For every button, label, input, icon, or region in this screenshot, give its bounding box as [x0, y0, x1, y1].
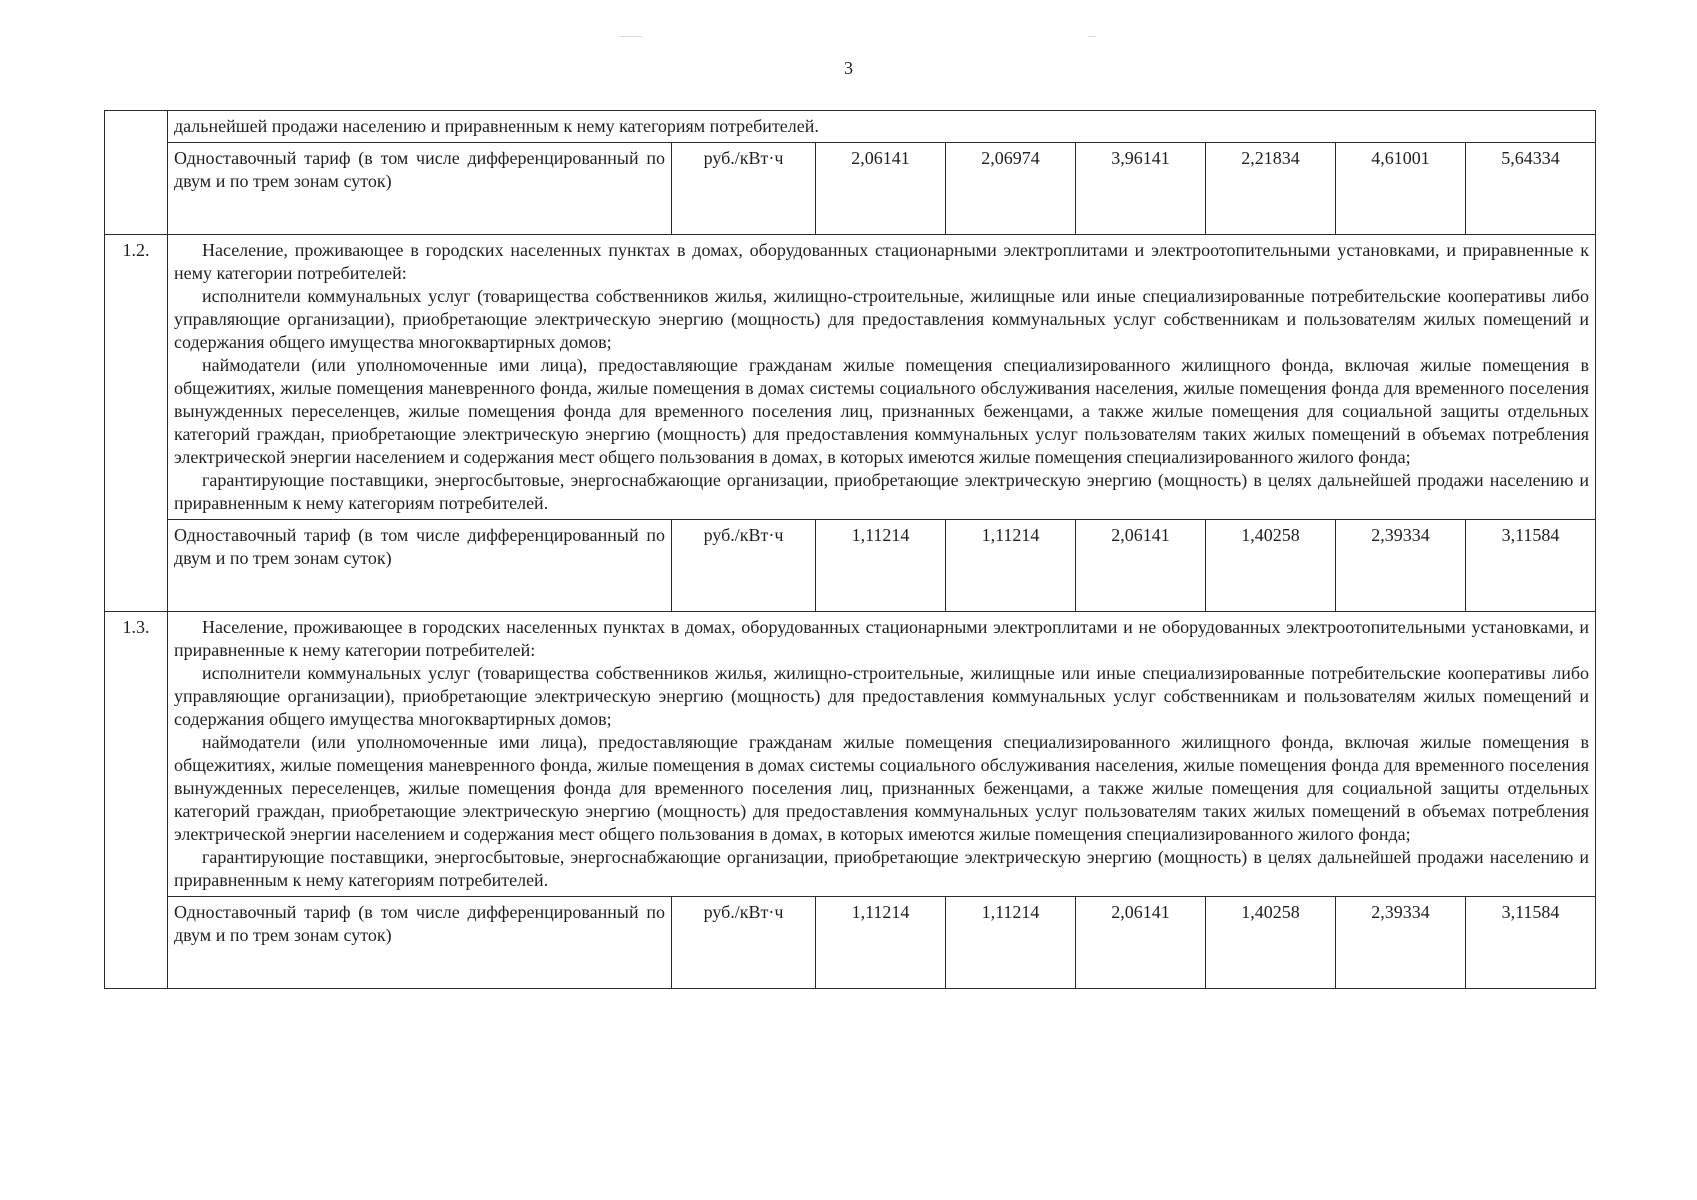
scan-artifact [1088, 36, 1096, 37]
table-row [105, 111, 1596, 143]
row-number-cell [105, 111, 168, 235]
description-paragraph: Население, проживающее в городских населенных пунктах в домах, оборудованных стационарными электроплитами и не оборудованных электроотопительными установками, и приравненные к нему категории потребителей: [174, 617, 1590, 660]
value-cell: 2,06141 [1076, 897, 1206, 989]
description-paragraph: гарантирующие поставщики, энергосбытовые, энергоснабжающие организации, приобретающие электрическую энергию (мощность) в целях дальнейшей продажи населению и приравненным к нему категориям потребителей. [174, 470, 1590, 513]
table-row [105, 612, 1596, 897]
row-description [168, 612, 1596, 897]
description-paragraph: исполнители коммунальных услуг (товарищества собственников жилья, жилищно-строительные, жилищные или иные специализированные потребительские кооперативы либо управляющие организации), приобретающие электрическую энергию (мощность) для предоставления коммунальных услуг собственникам и пользователям жилых помещений и содержания общего имущества многоквартирных домов; [174, 286, 1590, 352]
tariff-name: Одноставочный тариф (в том числе дифференцированный по двум и по трем зонам суток) [168, 897, 672, 989]
row-description [168, 111, 1596, 143]
value-cell: 2,06141 [1076, 520, 1206, 612]
table-row [105, 143, 1596, 235]
row-description [168, 235, 1596, 520]
value-cell: 3,11584 [1466, 520, 1596, 612]
value-cell: 2,39334 [1336, 897, 1466, 989]
row-number: 1.3. [105, 612, 168, 989]
value-cell: 4,61001 [1336, 143, 1466, 235]
value-cell: 1,40258 [1206, 520, 1336, 612]
value-cell: 3,96141 [1076, 143, 1206, 235]
description-paragraph: гарантирующие поставщики, энергосбытовые, энергоснабжающие организации, приобретающие электрическую энергию (мощность) в целях дальнейшей продажи населению и приравненным к нему категориям потребителей. [174, 847, 1590, 890]
description-paragraph: исполнители коммунальных услуг (товарищества собственников жилья, жилищно-строительные, жилищные или иные специализированные потребительские кооперативы либо управляющие организации), приобретающие электрическую энергию (мощность) для предоставления коммунальных услуг собственникам и пользователям жилых помещений и содержания общего имущества многоквартирных домов; [174, 663, 1590, 729]
value-cell: 1,11214 [816, 520, 946, 612]
table-row [105, 897, 1596, 989]
tariff-name: Одноставочный тариф (в том числе дифференцированный по двум и по трем зонам суток) [168, 520, 672, 612]
table-row [105, 235, 1596, 520]
tariff-table [104, 110, 1596, 989]
scan-artifact [620, 36, 642, 37]
table-row [105, 520, 1596, 612]
description-paragraph: дальнейшей продажи населению и приравненным к нему категориям потребителей. [174, 116, 819, 136]
page-number: 3 [844, 58, 853, 78]
value-cell: 3,11584 [1466, 897, 1596, 989]
value-cell: 2,21834 [1206, 143, 1336, 235]
value-cell: 1,11214 [946, 520, 1076, 612]
value-cell: 2,06141 [816, 143, 946, 235]
value-cell: 1,11214 [816, 897, 946, 989]
unit-cell: руб./кВт·ч [672, 520, 816, 612]
value-cell: 1,40258 [1206, 897, 1336, 989]
description-paragraph: наймодатели (или уполномоченные ими лица), предоставляющие гражданам жилые помещения специализированного жилищного фонда, включая жилые помещения в общежитиях, жилые помещения маневренного фонда, жилые помещения в домах системы социального обслуживания населения, жилые помещения фонда для временного поселения вынужденных переселенцев, жилые помещения фонда для временного поселения лиц, признанных беженцами, а также жилые помещения для социальной защиты отдельных категорий граждан, приобретающие электрическую энергию (мощность) для предоставления коммунальных услуг пользователям таких жилых помещений в объемах потребления электрической энергии населением и содержания мест общего пользования в домах, в которых имеются жилые помещения специализированного жилого фонда; [174, 732, 1590, 844]
value-cell: 5,64334 [1466, 143, 1596, 235]
value-cell: 2,06974 [946, 143, 1076, 235]
description-paragraph: наймодатели (или уполномоченные ими лица), предоставляющие гражданам жилые помещения специализированного жилищного фонда, включая жилые помещения в общежитиях, жилые помещения маневренного фонда, жилые помещения в домах системы социального обслуживания населения, жилые помещения фонда для временного поселения вынужденных переселенцев, жилые помещения фонда для временного поселения лиц, признанных беженцами, а также жилые помещения для социальной защиты отдельных категорий граждан, приобретающие электрическую энергию (мощность) для предоставления коммунальных услуг пользователям таких жилых помещений в объемах потребления электрической энергии населением и содержания мест общего пользования в домах, в которых имеются жилые помещения специализированного жилого фонда; [174, 355, 1590, 467]
tariff-name: Одноставочный тариф (в том числе дифференцированный по двум и по трем зонам суток) [168, 143, 672, 235]
value-cell: 2,39334 [1336, 520, 1466, 612]
unit-cell: руб./кВт·ч [672, 143, 816, 235]
description-paragraph: Население, проживающее в городских населенных пунктах в домах, оборудованных стационарными электроплитами и электроотопительными установками, и приравненные к нему категории потребителей: [174, 240, 1590, 283]
value-cell: 1,11214 [946, 897, 1076, 989]
unit-cell: руб./кВт·ч [672, 897, 816, 989]
row-number: 1.2. [105, 235, 168, 612]
